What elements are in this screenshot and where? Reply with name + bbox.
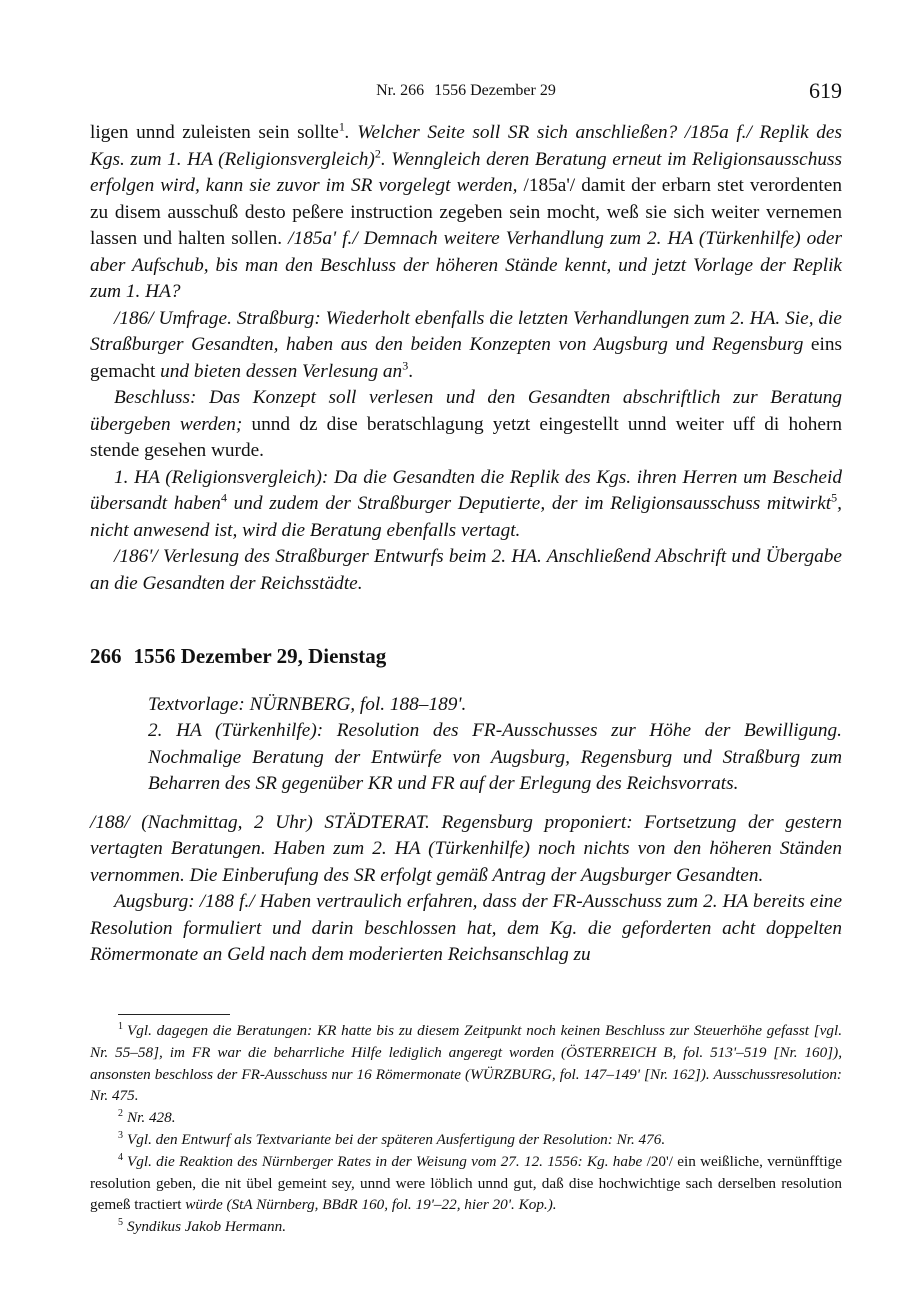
document-number: Nr. 266 <box>376 82 425 99</box>
text-run: Syndikus Jakob Hermann. <box>127 1218 287 1236</box>
text-run: /186'/ Verlesung des Straßburger Entwurfs beim 2. HA. Anschließend Abschrift und Übergabe an die Gesandten der Reichsstädte. <box>90 546 842 594</box>
running-header <box>90 80 842 102</box>
footnote <box>90 1107 842 1129</box>
text-run: /188/ (Nachmittag, 2 Uhr) STÄDTERAT. Regensburg proponiert: Fortsetzung der gestern vertagten Beratungen. Haben zum 2. HA (Türkenhilfe) noch nichts von den höheren Ständen vernommen. Die Einberufung des SR erfolgt gemäß Antrag der Augsburger Gesandten. <box>90 811 842 886</box>
text-run: Vgl. die Reaktion des Nürnberger Rates in der Weisung vom 27. 12. 1556: Kg. habe <box>127 1152 643 1170</box>
text-run: eins gemacht <box>90 334 842 382</box>
paragraph <box>90 465 842 545</box>
text-run: Vgl. dagegen die Beratungen: KR hatte bis zu diesem Zeitpunkt noch keinen Beschluss zur Steuerhöhe gefasst [vgl. Nr. 55–58], im FR war die beharrliche Hilfe lediglich angeregt worden (ÖSTERREICH B, fol. 513'–519 [Nr. 160]), ansonsten beschloss der FR-Ausschuss nur 16 Römermonate (WÜRZBURG, fol. 147–149' [Nr. 162]). Ausschussresolution: Nr. 475. <box>90 1022 842 1105</box>
text-run: Nr. 428. <box>127 1109 176 1127</box>
document-date: 1556 Dezember 29 <box>434 82 556 99</box>
text-run: . Wenngleich deren Beratung erneut im Religionsausschuss erfolgen wird, kann sie zuvor im SR vorgelegt werden, <box>90 148 842 196</box>
footnote-mark: 3 <box>118 1129 123 1141</box>
footnote-ref[interactable]: 4 <box>220 490 227 505</box>
footnote-mark: 2 <box>118 1108 123 1120</box>
text-run: Vgl. den Entwurf als Textvariante bei der späteren Ausfertigung der Resolution: Nr. 476. <box>127 1130 666 1148</box>
running-title <box>90 82 842 100</box>
text-run: Beschluss: Das Konzept soll verlesen und den Gesandten abschriftlich zur Beratung übergeben werden; <box>90 387 842 435</box>
text-run: und bieten dessen Verlesung an <box>160 360 403 382</box>
footnote <box>90 1216 842 1238</box>
footnote-mark: 4 <box>118 1151 123 1163</box>
document-title: 1556 Dezember 29, Dienstag <box>133 644 387 668</box>
footnote-mark: 5 <box>118 1217 123 1229</box>
document-number-heading: 266 <box>90 644 122 668</box>
text-run: /186/ Umfrage. Straßburg: Wiederholt ebenfalls die letzten Verhandlungen zum 2. HA. Sie, die Straßburger Gesandten, haben aus den beiden Konzepten von Augsburg und Regensburg <box>90 307 842 355</box>
paragraph <box>90 120 842 306</box>
footnote-divider <box>118 1014 230 1015</box>
text-run: ligen unnd zuleisten sein sollte <box>90 122 339 143</box>
text-run: . <box>408 360 414 382</box>
paragraph <box>90 385 842 465</box>
paragraph <box>90 306 842 386</box>
page-number: 619 <box>809 78 842 103</box>
text-run: /20'/ ein weißliche, vernünfftige resolution geben, die nit übel gemeint sey, unnd were löblich unnd gut, daß dise hochwichtige sach derselben resolution gemeß tractiert <box>90 1152 843 1214</box>
footnote-ref[interactable]: 2 <box>374 146 381 161</box>
paragraph <box>90 544 842 597</box>
footnote <box>90 1020 842 1107</box>
footnote-ref[interactable]: 5 <box>831 490 838 505</box>
footnote-ref[interactable]: 1 <box>338 119 345 134</box>
text-run: unnd dz dise beratschlagung yetzt eingestellt unnd weiter uff di hohern stende gesehen wurde. <box>90 413 843 461</box>
body-text <box>90 120 842 969</box>
text-run: Augsburg: /188 f./ Haben vertraulich erfahren, dass der FR-Ausschuss zum 2. HA bereits eine Resolution formuliert und darin beschlossen hat, dem Kg. die geforderten acht doppelten Römermonate an Geld nach dem moderierten Reichsanschlag zu <box>90 891 842 965</box>
text-run: und zudem der Straßburger Deputierte, der im Religionsausschuss mitwirkt <box>226 493 832 514</box>
document-abstract <box>148 692 842 798</box>
footnote-mark: 1 <box>118 1020 123 1032</box>
footnote-ref[interactable]: 3 <box>402 358 409 373</box>
page <box>90 80 842 969</box>
paragraph <box>90 810 842 890</box>
text-run: würde (StA Nürnberg, BBdR 160, fol. 19'–22, hier 20'. Kop.). <box>185 1196 557 1214</box>
footnotes <box>90 1020 842 1238</box>
document-heading <box>90 643 842 670</box>
text-run: /185a'/ damit der erbarn stet verordenten zu disem ausschuß desto peßere instruction zegeben sein mocht, weß sie sich weiter vernemen lassen und halten sollen. <box>90 175 842 249</box>
text-run: . Welcher Seite soll SR sich anschließen? /185a f./ Replik des Kgs. zum 1. HA (Religionsvergleich) <box>90 122 842 170</box>
footnote <box>90 1129 842 1151</box>
paragraph <box>90 889 842 969</box>
text-run: , nicht anwesend ist, wird die Beratung ebenfalls vertagt. <box>90 493 842 541</box>
abstract-summary: 2. HA (Türkenhilfe): Resolution des FR-Ausschusses zur Höhe der Bewilligung. Nochmalige Beratung der Entwürfe von Augsburg, Regensburg und Straßburg zum Beharren des SR gegenüber KR und FR auf der Erlegung des Reichsvorrats. <box>148 720 842 794</box>
footnote <box>90 1151 842 1216</box>
text-run: /185a' f./ Demnach weitere Verhandlung zum 2. HA (Türkenhilfe) oder aber Aufschub, bis man den Beschluss der höheren Stände kennt, und jetzt Vorlage der Replik zum 1. HA? <box>90 228 842 302</box>
source-note: Textvorlage: NÜRNBERG, fol. 188–189'. <box>148 693 467 715</box>
text-run: 1. HA (Religionsvergleich): Da die Gesandten die Replik des Kgs. ihren Herren um Bescheid übersandt haben <box>90 466 842 514</box>
